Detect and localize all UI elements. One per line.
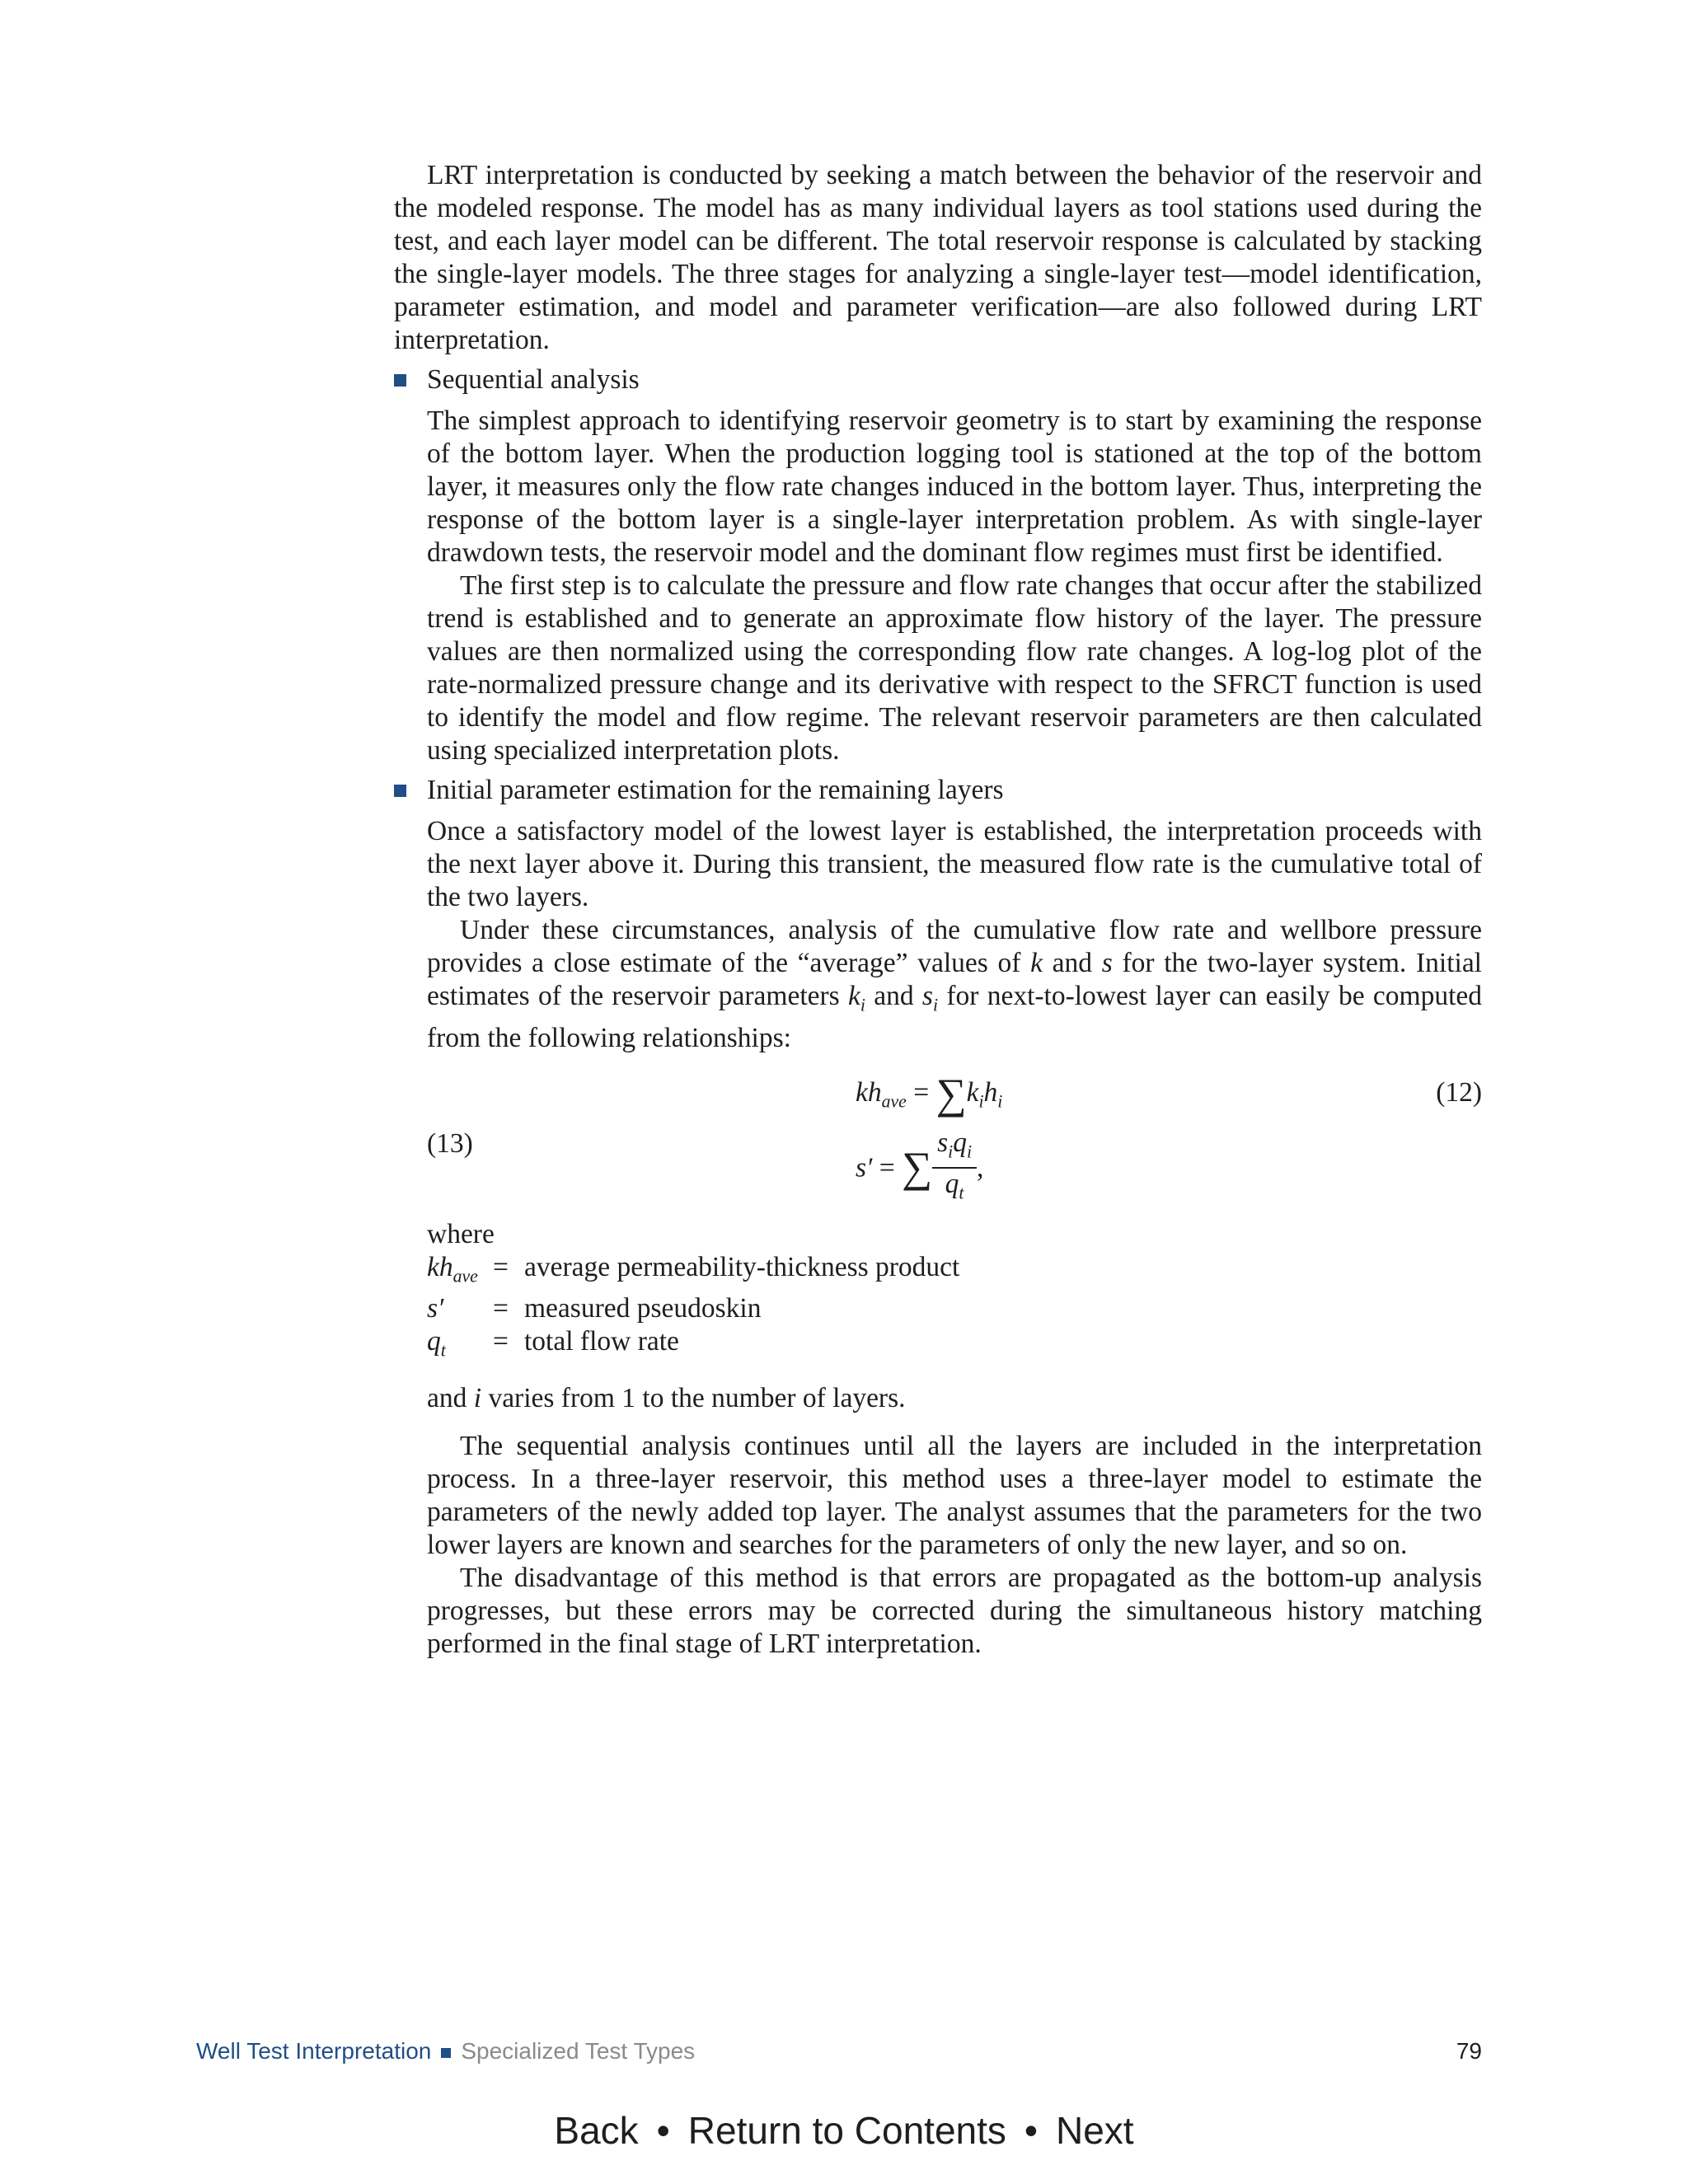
definition-row: s′ = measured pseudoskin — [427, 1293, 762, 1324]
bullet-initial-parameter-estimation — [394, 774, 1482, 807]
back-link[interactable]: Back — [554, 2109, 639, 2152]
sequential-paragraph-1: The simplest approach to identifying reservoir geometry is to start by examining the response of the bottom layer. When the production logging tool is stationed at the top of the bottom layer, it measures only the flow rate changes induced in the bottom layer. Thus, interpreting the response of the bottom layer is a single-layer interpretation problem. As with single-layer drawdown tests, the reservoir model and the dominant flow regimes must first be identified. — [427, 405, 1482, 568]
bullet-square-icon — [394, 374, 406, 387]
nav-separator: • — [656, 2109, 670, 2152]
definition-row: $q_t$ = total flow rate — [427, 1326, 679, 1361]
footer-book-title: Well Test Interpretation — [196, 2038, 432, 2064]
equation-12 — [427, 1070, 1482, 1119]
where-label: where — [427, 1218, 495, 1249]
equation-12-expression: $kh_{ave} = \sum k_ih_i$ — [856, 1071, 1003, 1118]
bullet-label: Initial parameter estimation for the remaining layers — [427, 775, 1004, 805]
footer-separator-icon — [441, 2048, 451, 2058]
nav-separator: • — [1024, 2109, 1038, 2152]
initial-paragraph-2: Under these circumstances, analysis of the cumulative flow rate and wellbore pressure provides a close estimate of the “average” values of k and s for the two-layer system. Initial estimates of the reservoir parameters $k_i$ and $s_i$ for next-to-lowest layer can easily be computed from the following relationships: — [427, 915, 1483, 1053]
final-paragraph-1: The sequential analysis continues until all the layers are included in the interpretation process. In a three-layer reservoir, this method uses a three-layer model to estimate the parameters of the newly added top layer. The analyst assumes that the parameters for the two lower layers are known and searches for the parameters of only the new layer, and so on. — [427, 1431, 1482, 1561]
next-link[interactable]: Next — [1056, 2109, 1134, 2152]
initial-paragraph-1: Once a satisfactory model of the lowest layer is established, the interpretation proceeds with the next layer above it. During this transient, the measured flow rate is the cumulative total of the two layers. — [427, 816, 1482, 912]
equation-13-expression: s′ = ∑ $\frac{s_iq_i}{q_t}$ , — [856, 1127, 984, 1204]
navigation-bar — [0, 2108, 1688, 2153]
sequential-paragraph-2: The first step is to calculate the pressure and flow rate changes that occur after the stabilized trend is established and to generate an approximate flow history of the layer. The pressure values are then normalized using the corresponding flow rate changes. A log-log plot of the rate-normalized pressure change and its derivative with respect to the SFRCT function is used to identify the model and flow regime. The relevant reservoir parameters are then calculated using specialized interpretation plots. — [427, 570, 1482, 766]
page-number: 79 — [1456, 2038, 1482, 2064]
equation-number: (12) — [1436, 1076, 1482, 1108]
equation-13 — [427, 1127, 1482, 1210]
page-body — [394, 159, 1482, 1661]
footer-section: Specialized Test Types — [461, 2038, 696, 2064]
bullet-label: Sequential analysis — [427, 364, 640, 395]
return-to-contents-link[interactable]: Return to Contents — [687, 2109, 1006, 2152]
definition-row: $kh_{ave}$ = average permeability-thickness product — [427, 1251, 960, 1286]
bullet-sequential-analysis — [394, 363, 1482, 396]
bullet-square-icon — [394, 785, 406, 797]
final-paragraph-2: The disadvantage of this method is that errors are propagated as the bottom-up analysis progresses, but these errors may be corrected during the simultaneous history matching performed in the final stage of LRT interpretation. — [427, 1563, 1482, 1660]
index-range-note: and i varies from 1 to the number of layers. — [427, 1383, 906, 1414]
definitions-list — [427, 1251, 1482, 1367]
page-footer — [196, 2038, 1482, 2071]
equation-number: (13) — [427, 1127, 473, 1159]
intro-paragraph: LRT interpretation is conducted by seeking a match between the behavior of the reservoir and the modeled response. The model has as many individual layers as tool stations used during the test, and each layer model can be different. The total reservoir response is calculated by stacking the single-layer models. The three stages for analyzing a single-layer test—model identification, parameter estimation, and model and parameter verification—are also followed during LRT interpretation. — [394, 160, 1482, 355]
